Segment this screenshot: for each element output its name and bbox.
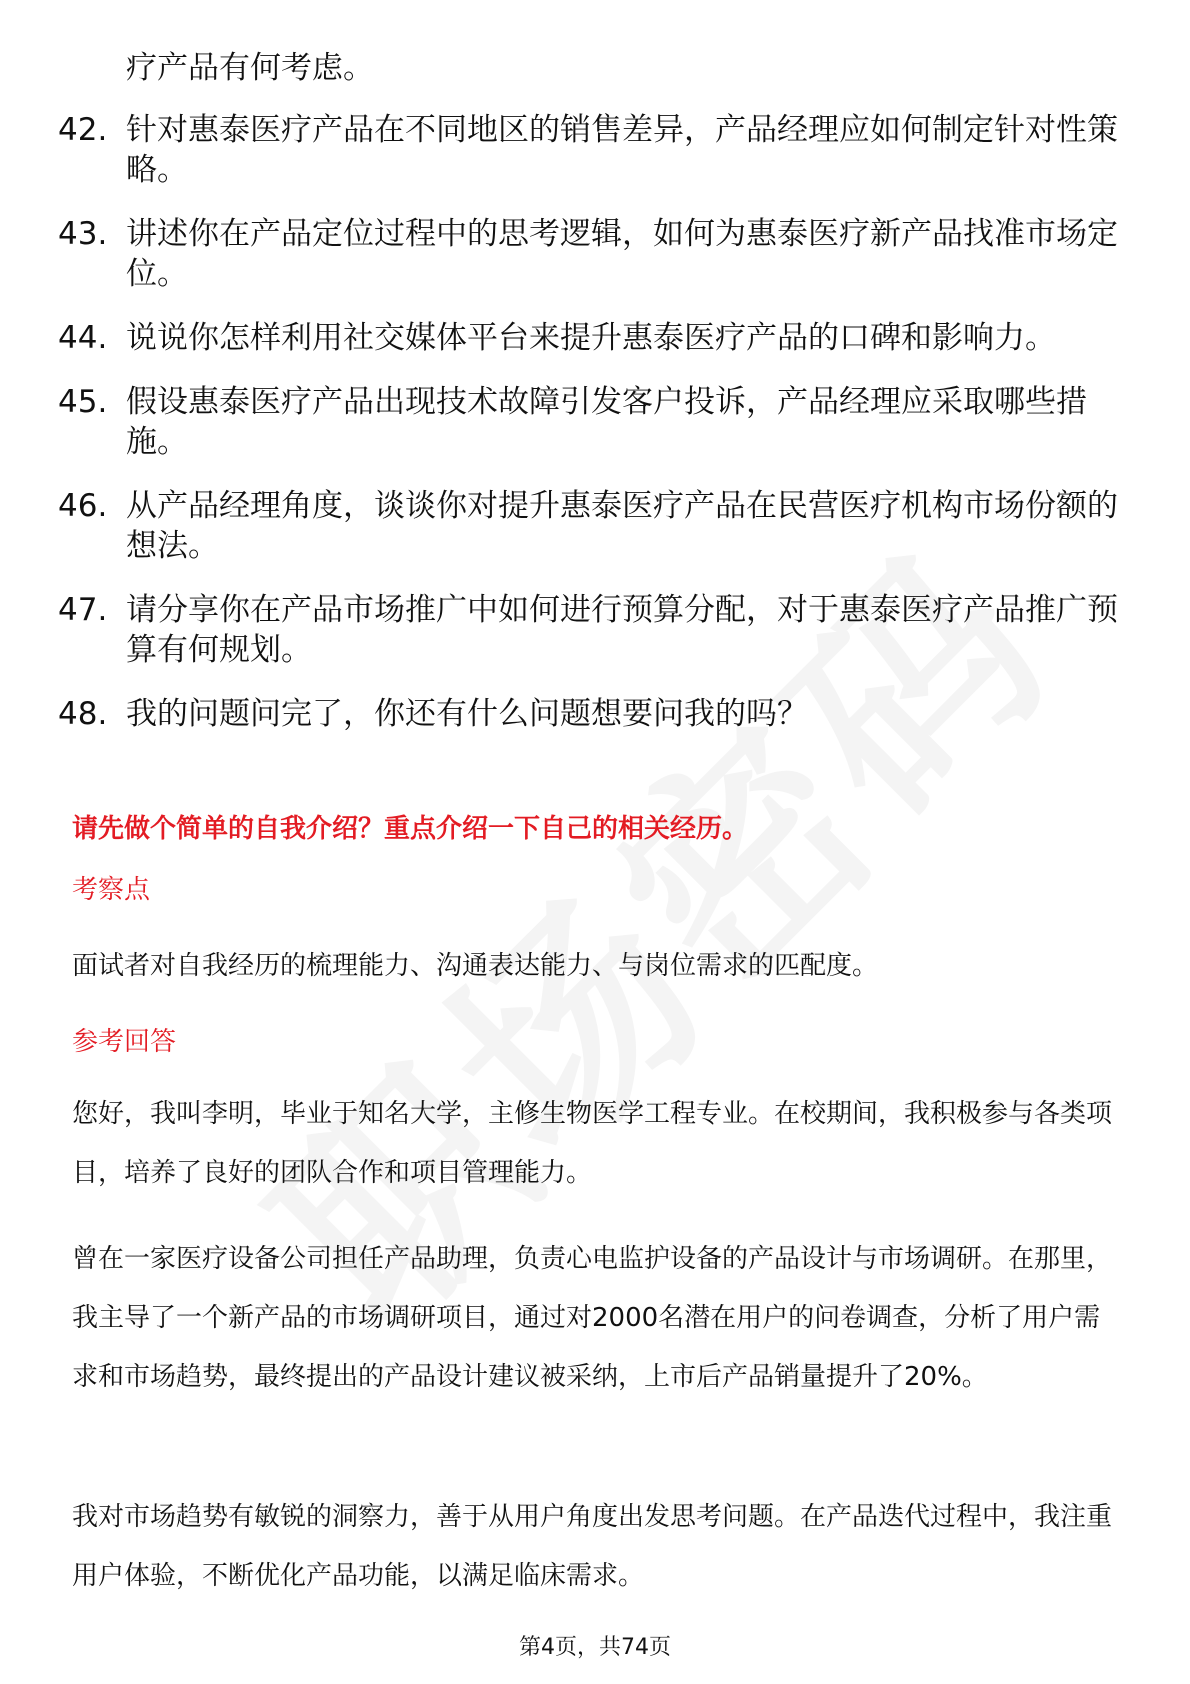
answer-paragraph: 您好，我叫李明，毕业于知名大学，主修生物医学工程专业。在校期间，我积极参与各类项目，培养了良好的团队合作和项目管理能力。 [72, 1099, 1113, 1188]
question-number: 45. [58, 384, 108, 420]
list-item [58, 486, 1118, 566]
question-text: 假设惠泰医疗产品出现技术故障引发客户投诉，产品经理应采取哪些措施。 [126, 384, 1087, 460]
focus-label: 考察点 [72, 875, 151, 905]
list-item [58, 382, 1118, 462]
question-text: 我的问题问完了，你还有什么问题想要问我的吗？ [126, 696, 808, 732]
list-item [58, 318, 1118, 358]
question-list [58, 110, 1118, 758]
focus-text: 面试者对自我经历的梳理能力、沟通表达能力、与岗位需求的匹配度。 [72, 951, 879, 981]
list-item [58, 214, 1118, 294]
question-text: 针对惠泰医疗产品在不同地区的销售差异，产品经理应如何制定针对性策略。 [126, 112, 1118, 188]
list-item [58, 110, 1118, 190]
question-text: 从产品经理角度，谈谈你对提升惠泰医疗产品在民营医疗机构市场份额的想法。 [126, 488, 1118, 564]
question-number: 42. [58, 112, 108, 148]
list-item [58, 590, 1118, 670]
page-footer: 第4页，共74页 [519, 1635, 671, 1660]
answer-label: 参考回答 [72, 1027, 177, 1057]
question-number: 43. [58, 216, 108, 252]
question-text: 说说你怎样利用社交媒体平台来提升惠泰医疗产品的口碑和影响力。 [126, 320, 1056, 356]
section-headline: 请先做个简单的自我介绍？重点介绍一下自己的相关经历。 [72, 814, 749, 844]
answer-paragraph: 我对市场趋势有敏锐的洞察力，善于从用户角度出发思考问题。在产品迭代过程中，我注重用户体验，不断优化产品功能，以满足临床需求。 [72, 1502, 1113, 1591]
list-item [58, 694, 1118, 734]
question-text: 请分享你在产品市场推广中如何进行预算分配，对于惠泰医疗产品推广预算有何规划。 [126, 592, 1118, 668]
answer-paragraph: 曾在一家医疗设备公司担任产品助理，负责心电监护设备的产品设计与市场调研。在那里，我主导了一个新产品的市场调研项目，通过对2000名潜在用户的问卷调查，分析了用户需求和市场趋势，最终提出的产品设计建议被采纳，上市后产品销量提升了20%。 [72, 1244, 1113, 1392]
question-number: 44. [58, 320, 108, 356]
question-text: 讲述你在产品定位过程中的思考逻辑，如何为惠泰医疗新产品找准市场定位。 [126, 216, 1118, 292]
question-number: 46. [58, 488, 108, 524]
question-number: 47. [58, 592, 108, 628]
question-41-continuation: 疗产品有何考虑。 [126, 50, 374, 86]
question-number: 48. [58, 696, 108, 732]
